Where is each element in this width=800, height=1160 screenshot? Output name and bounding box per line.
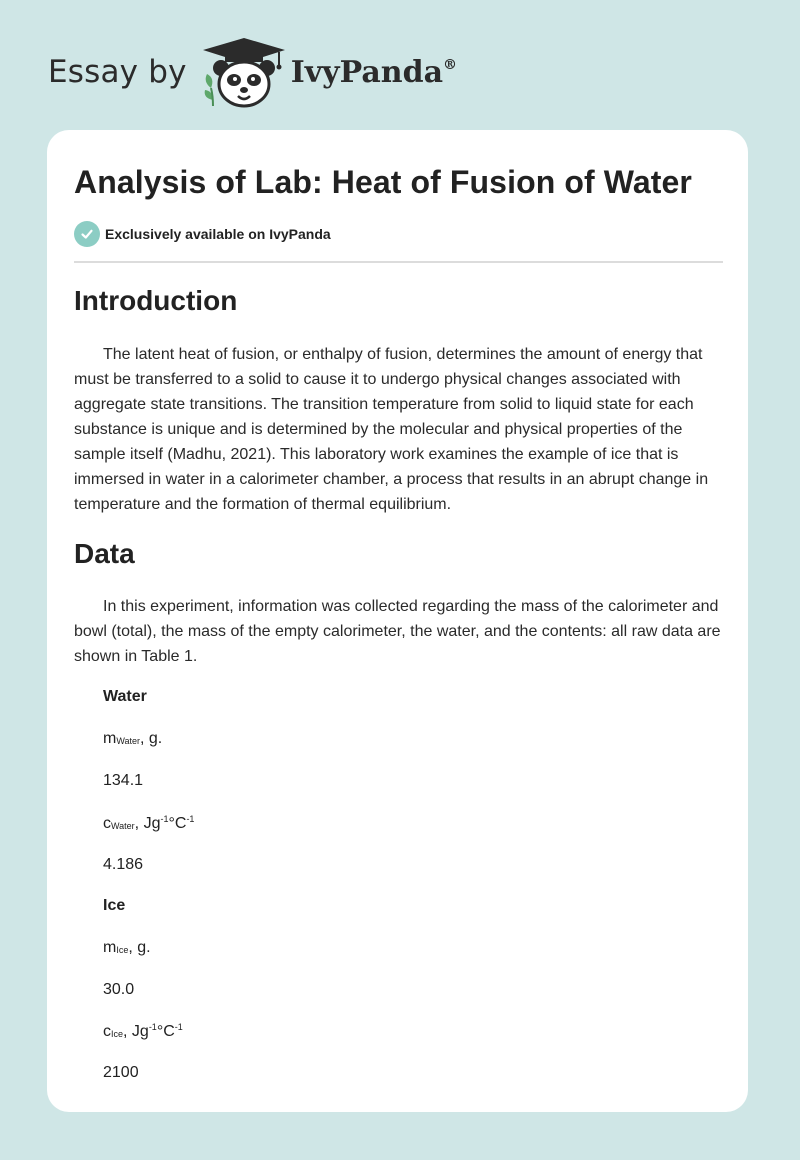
table-group-ice: Ice (103, 897, 126, 914)
introduction-paragraph: The latent heat of fusion, or enthalpy of fusion, determines the amount of energy that must be transferred to a solid to cause it to undergo physical changes associated with aggregate state transitions. The transition temperature from solid to liquid state for each substance is unique and is determined by the molecular and physical properties of the sample itself (Madhu, 2021). This laboratory work examines the example of ice that is immersed in water in a calorimeter chamber, a process that results in an abrupt change in temperature and the formation of thermal equilibrium. (74, 346, 709, 513)
table-label-ice-mass: $m_{Ice}$, g. (103, 939, 151, 956)
table-label-water-heat: $c_{Water}$, $Jg^{-1}^\circ C^{-1}$ (103, 814, 195, 832)
table-group-water: Water (103, 688, 147, 705)
section-heading-introduction: Introduction (74, 285, 238, 316)
brand-prefix: Essay by (48, 54, 187, 90)
brand-logo[interactable] (48, 36, 457, 108)
panda-logo-icon (201, 36, 287, 108)
badge-label: Exclusively available on IvyPanda (105, 226, 331, 242)
table-value-ice-mass: 30.0 (103, 981, 135, 998)
exclusive-badge (74, 221, 331, 247)
brand-name: IvyPanda® (290, 54, 458, 90)
table-label-water-mass: $m_{Water}$, g. (103, 730, 163, 747)
table-label-ice-heat: $c_{Ice}$, $Jg^{-1}^\circ C^{-1}$ (103, 1022, 183, 1040)
section-heading-data: Data (74, 538, 135, 569)
check-icon (74, 221, 100, 247)
divider (74, 261, 723, 263)
page-title: Analysis of Lab: Heat of Fusion of Water (74, 164, 692, 200)
table-value-ice-heat: 2100 (103, 1064, 139, 1081)
table-value-water-mass: 134.1 (103, 772, 144, 789)
data-paragraph: In this experiment, information was collected regarding the mass of the calorimeter and bowl (total), the mass of the empty calorimeter, the water, and the contents: all raw data are shown in Table 1. (74, 598, 721, 665)
table-value-water-heat: 4.186 (103, 856, 144, 873)
essay-card (47, 130, 748, 1112)
